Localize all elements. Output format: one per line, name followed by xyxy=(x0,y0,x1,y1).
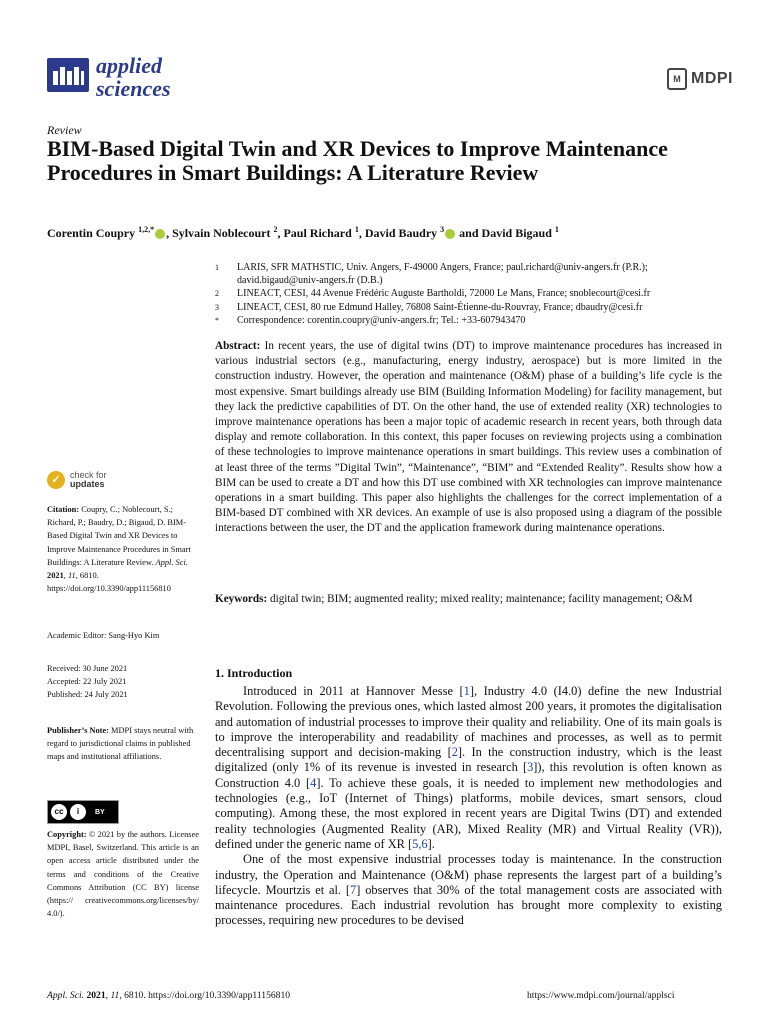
orcid-icon[interactable] xyxy=(445,229,455,239)
published-date: Published: 24 July 2021 xyxy=(47,690,128,700)
keywords-text: digital twin; BIM; augmented reality; mixed reality; maintenance; facility management; O&M xyxy=(270,593,693,605)
citation-label: Citation: xyxy=(47,505,80,514)
affiliation-item xyxy=(215,261,725,287)
affiliation-item xyxy=(215,287,725,300)
publisher-note xyxy=(47,724,199,764)
copyright-label: Copyright: xyxy=(47,830,87,839)
affiliation-text: LARIS, SFR MATHSTIC, Univ. Angers, F-49000 Angers, France; paul.richard@univ-angers.fr (P.R.); david.bigaud@univ-angers.fr (D.B.) xyxy=(237,262,648,287)
publisher-note-text: MDPI stays neutral with regard to jurisdictional claims in published maps and institutional affiliations. xyxy=(47,726,194,762)
copyright-text: © 2021 by the authors. Licensee MDPI, Basel, Switzerland. This article is an open access article distributed under the terms and conditions of the Creative Commons Attribution (CC BY) license (https:// creativecommons.org/licenses/by/ 4.0/). xyxy=(47,830,199,919)
check-for-updates-badge[interactable] xyxy=(47,471,107,489)
dates-block xyxy=(47,662,199,702)
author-name: Paul Richard xyxy=(283,226,352,240)
author-affiliation-sup: 2 xyxy=(273,225,278,234)
citation-reference-link[interactable]: 2 xyxy=(451,745,458,760)
author-name: David Baudry xyxy=(364,226,438,240)
copyright-block xyxy=(47,828,199,920)
footer-journal: Appl. Sci. xyxy=(47,990,85,1001)
journal-name-line1: applied xyxy=(96,53,162,78)
paragraph-text: ]. To achieve these goals, it is needed to implement new methodologies and technologies (e.g., IoT (Internet of Things) platforms, mobile devices, smart sensors, cloud computing). Among these, the most explored in recent years are Digital Twins (DT) and extended reality technologies (Augmented Reality (AR), Mixed Reality (MR) and Virtual Reality (VR)), defined under the generic name of XR [ xyxy=(215,775,722,851)
abstract-label: Abstract: xyxy=(215,340,261,352)
cc-by-label: BY xyxy=(95,808,105,816)
paragraph-text: ]), this revolution is often known as Construction 4.0 [ xyxy=(215,760,722,790)
author-affiliation-sup: 3 xyxy=(440,225,445,234)
attribution-icon: i xyxy=(70,804,86,820)
paragraph-text: ] observes that 30% of the total management costs are associated with maintenance procedures. Each industrial revolution has brought more complexity to existing processes, requiring new procedures to be devised xyxy=(215,882,723,928)
citation-text: Coupry, C.; Noblecourt, S.; Richard, P.; Baudry, D.; Bigaud, D. BIM-Based Digital Twin and XR Devices to Improve Maintenance Procedures in Smart Buildings: A Literature Review. xyxy=(47,505,191,567)
paragraph-text: ], Industry 4.0 (I4.0) define the new Industrial Revolution. Following the previous ones, which lasted almost 200 years, it promotes the digitalisation and automation of industrial processes to improve their quality and reliability. One of its main goals is to improve the interoperability and readability of machines and processes, as well as to permit decentralising support and decision-making [ xyxy=(215,684,722,760)
affiliation-number: * xyxy=(215,315,219,325)
author-name: Sylvain Noblecourt xyxy=(172,226,271,240)
footer-volume: 11 xyxy=(110,990,120,1001)
publisher-name: MDPI xyxy=(691,70,733,87)
section-title: 1. Introduction xyxy=(215,666,293,680)
journal-name[interactable] xyxy=(96,54,171,100)
affiliation-number: 2 xyxy=(215,289,219,299)
journal-logo-icon xyxy=(47,58,89,92)
check-updates-icon: ✓ xyxy=(47,471,65,489)
author-name: David Bigaud xyxy=(481,226,552,240)
orcid-icon[interactable] xyxy=(155,229,165,239)
keywords xyxy=(215,592,722,607)
citation-journal: Appl. Sci. xyxy=(155,557,188,567)
publisher-logo[interactable] xyxy=(667,68,733,90)
citation-reference-link[interactable]: 1 xyxy=(463,684,470,698)
citation-reference-link[interactable]: 5,6 xyxy=(412,836,428,851)
keywords-label: Keywords: xyxy=(215,593,268,605)
author-separator: and xyxy=(456,226,482,240)
author-affiliation-sup: 1,2,* xyxy=(138,225,155,234)
article-type: Review xyxy=(47,123,82,137)
received-date: Received: 30 June 2021 xyxy=(47,664,128,673)
check-updates-line1: check for xyxy=(70,470,107,480)
affiliation-number: 3 xyxy=(215,302,219,312)
author-affiliation-sup: 1 xyxy=(354,225,359,234)
introduction-body xyxy=(215,684,722,929)
mdpi-mark-icon: M xyxy=(667,68,687,90)
author-name: Corentin Coupry xyxy=(47,226,136,240)
citation-year: 2021 xyxy=(47,571,64,581)
footer-year: 2021 xyxy=(86,990,106,1001)
abstract-text: In recent years, the use of digital twins (DT) to improve maintenance procedures has increased in various industrial sectors (e.g., manufacturing, energy industry, aerospace) but is more limited in the construction industry. However, the operation and maintenance (O&M) phase of a building’s life cycle is the most expensive. Smart buildings already use BIM (Building Information Modeling) for facility management, but they lack the predictive capabilities of DT. On the other hand, the use of extended reality (XR) technologies to improve maintenance operations has been a major topic of academic research in recent years, both through data display and remote collaboration. In this context, this paper focuses on reviewing projects using a combination of these technologies to improve maintenance operations in smart buildings. This review uses a combination of at least three of the terms ”Digital Twin”, “Maintenance”, “BIM” and “Extended Reality”. Results show how a BIM can be used to create a DT and how this DT use combined with XR technologies can improve maintenance operations in a smart building. This paper also highlights the challenges for the correct implementation of a BIM-based DT combined with XR devices. An example of use is also proposed using a diagram of the possible interactions between the user, the DT and the application framework during maintenance operations. xyxy=(215,340,722,535)
check-updates-label xyxy=(70,471,107,489)
affiliation-item xyxy=(215,301,725,314)
citation-reference-link[interactable]: 3 xyxy=(527,760,534,775)
affiliation-number: 1 xyxy=(215,263,219,272)
affiliation-text: Correspondence: corentin.coupry@univ-angers.fr; Tel.: +33-607943470 xyxy=(237,314,526,326)
author-affiliation-sup: 1 xyxy=(554,225,559,234)
paragraph-text: ]. xyxy=(427,836,435,851)
citation-volume: 11 xyxy=(67,571,76,581)
publisher-note-label: Publisher’s Note: xyxy=(47,726,109,735)
author-separator: , xyxy=(166,226,173,240)
paragraph-text: One of the most expensive industrial processes today is maintenance. In the construction industry, the Operation and Maintenance (O&M) phase represents the largest part of a building’s lifecycle. Mourtzis et al. [ xyxy=(215,852,722,897)
paragraph-text: ]. In the construction industry, which is the least digitalized (only 1% of its revenue is invested in research [ xyxy=(215,745,722,775)
author-separator: , xyxy=(358,226,365,240)
creative-commons-icon: cc xyxy=(51,804,67,820)
citation-reference-link[interactable]: 7 xyxy=(350,882,357,897)
journal-name-line2: sciences xyxy=(96,76,171,101)
citation-reference-link[interactable]: 4 xyxy=(310,775,317,790)
footer-doi[interactable]: , 6810. https://doi.org/10.3390/app11156810 xyxy=(119,990,291,1001)
cc-license-badge[interactable] xyxy=(47,800,119,824)
footer-journal-url[interactable]: https://www.mdpi.com/journal/applsci xyxy=(527,990,675,1001)
footer-citation: Appl. Sci. 2021, 11, 6810. https://doi.org/10.3390/app11156810 xyxy=(47,990,291,1001)
author-list xyxy=(47,225,559,241)
accepted-date: Accepted: 22 July 2021 xyxy=(47,677,127,687)
intro-paragraph-1 xyxy=(215,684,722,852)
affiliation-text: LINEACT, CESI, 80 rue Edmund Halley, 76808 Saint-Étienne-du-Rouvray, France; dbaudry@cesi.fr xyxy=(237,301,643,313)
abstract xyxy=(215,339,722,537)
intro-paragraph-2 xyxy=(215,852,722,928)
paragraph-text: Introduced in 2011 at Hannover Messe [ xyxy=(243,684,464,698)
citation-block: Citation: Coupry, C.; Noblecourt, S.; Richard, P.; Baudry, D.; Bigaud, D. BIM-Based Digital Twin and XR Devices to Improve Maintenance Procedures in Smart Buildings: A Literature Review. Appl. Sci. 2021, 11, 6810. https://doi.org/10.3390/app11156810 xyxy=(47,505,191,594)
author-separator: , xyxy=(277,226,284,240)
academic-editor: Academic Editor: Sang-Hyo Kim xyxy=(47,631,160,640)
check-updates-line2: updates xyxy=(70,479,105,489)
citation-doi[interactable]: 6810. https://doi.org/10.3390/app11156810 xyxy=(47,571,171,594)
article-title: BIM-Based Digital Twin and XR Devices to Improve Maintenance Procedures in Smart Buildings: A Literature Review xyxy=(47,136,668,185)
affiliation-item xyxy=(215,314,725,327)
affiliations xyxy=(215,261,725,327)
affiliation-text: LINEACT, CESI, 44 Avenue Frédéric Auguste Bartholdi, 72000 Le Mans, France; snoblecourt@cesi.fr xyxy=(237,288,651,300)
